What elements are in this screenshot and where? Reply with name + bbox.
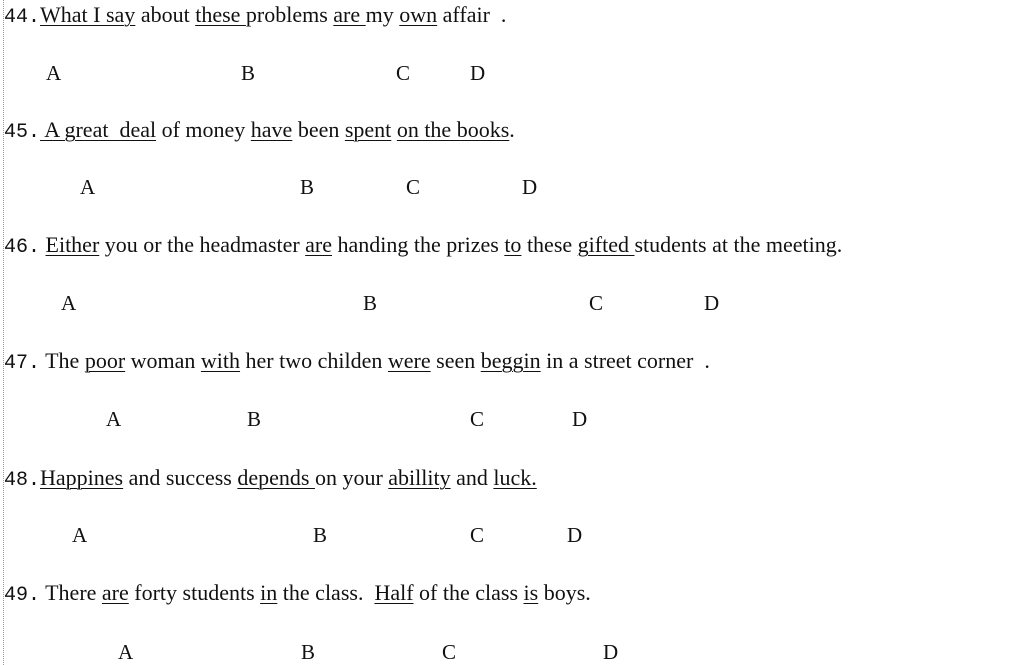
text-segment: been	[292, 117, 345, 142]
text-segment: students at the meeting.	[634, 232, 843, 257]
option-d-label: D	[572, 407, 588, 431]
underlined-segment: are	[333, 2, 366, 27]
underlined-segment: What I say	[40, 2, 136, 27]
option-c-label: C	[470, 407, 485, 431]
underlined-segment: on the books	[396, 117, 510, 142]
underlined-segment: gifted	[577, 232, 635, 257]
underlined-segment: own	[399, 2, 438, 27]
option-a-label: A	[118, 640, 134, 664]
text-segment: my	[365, 2, 400, 27]
text-segment: and success	[123, 465, 238, 490]
underlined-segment: are	[101, 580, 129, 605]
question-sentence	[4, 465, 537, 494]
text-segment: and	[450, 465, 494, 490]
question-number: 48.	[4, 469, 41, 492]
option-b-label: B	[300, 175, 315, 199]
option-d-label: D	[522, 175, 538, 199]
option-d-label: D	[603, 640, 619, 664]
question-sentence	[4, 2, 506, 31]
text-segment: handing the prizes	[332, 232, 505, 257]
underlined-segment: to	[504, 232, 522, 257]
question-sentence	[4, 348, 710, 377]
text-segment: The	[40, 348, 85, 373]
option-a-label: A	[80, 175, 96, 199]
underlined-segment: these	[195, 2, 246, 27]
underlined-segment: luck.	[493, 465, 537, 490]
text-segment: problems	[245, 2, 334, 27]
option-a-label: A	[72, 523, 88, 547]
text-segment: in a street corner .	[540, 348, 710, 373]
underlined-segment: with	[200, 348, 241, 373]
option-a-label: A	[46, 61, 62, 85]
underlined-segment: spent	[344, 117, 392, 142]
option-b-label: B	[241, 61, 256, 85]
text-segment: seen	[430, 348, 481, 373]
option-c-label: C	[406, 175, 421, 199]
text-segment: There	[40, 580, 102, 605]
underlined-segment: Either	[45, 232, 100, 257]
text-segment: of money	[156, 117, 251, 142]
underlined-segment: are	[305, 232, 333, 257]
text-segment: her two childen	[240, 348, 388, 373]
text-segment: you or the headmaster	[99, 232, 306, 257]
question-number: 45.	[4, 121, 41, 144]
option-b-label: B	[363, 291, 378, 315]
question-sentence	[4, 232, 842, 261]
option-d-label: D	[567, 523, 583, 547]
underlined-segment: Happines	[40, 465, 124, 490]
underlined-segment: depends	[237, 465, 315, 490]
text-segment: about	[135, 2, 196, 27]
question-number: 47.	[4, 352, 41, 375]
text-segment: of the class	[413, 580, 524, 605]
underlined-segment: abillity	[388, 465, 451, 490]
option-b-label: B	[313, 523, 328, 547]
underlined-segment: Half	[374, 580, 414, 605]
question-number: 44.	[4, 6, 41, 29]
option-a-label: A	[61, 291, 77, 315]
option-d-label: D	[704, 291, 720, 315]
underlined-segment: beggin	[480, 348, 541, 373]
option-d-label: D	[470, 61, 486, 85]
underlined-segment: were	[387, 348, 431, 373]
underlined-segment: A great deal	[40, 117, 157, 142]
option-a-label: A	[106, 407, 122, 431]
underlined-segment: in	[260, 580, 278, 605]
text-segment: boys.	[538, 580, 591, 605]
text-segment: forty students	[128, 580, 261, 605]
option-c-label: C	[442, 640, 457, 664]
question-number: 49.	[4, 584, 41, 607]
underlined-segment: is	[523, 580, 539, 605]
option-c-label: C	[396, 61, 411, 85]
text-segment: these	[521, 232, 578, 257]
text-segment: the class.	[277, 580, 375, 605]
text-segment: on your	[314, 465, 389, 490]
question-number: 46.	[4, 236, 41, 259]
question-sentence	[4, 580, 591, 609]
option-b-label: B	[247, 407, 262, 431]
option-b-label: B	[301, 640, 316, 664]
underlined-segment: poor	[84, 348, 126, 373]
text-segment: woman	[125, 348, 201, 373]
page-margin-line	[3, 0, 4, 665]
option-c-label: C	[470, 523, 485, 547]
question-sentence	[4, 117, 515, 146]
text-segment: .	[509, 117, 515, 142]
underlined-segment: have	[250, 117, 293, 142]
option-c-label: C	[589, 291, 604, 315]
text-segment: affair .	[437, 2, 507, 27]
